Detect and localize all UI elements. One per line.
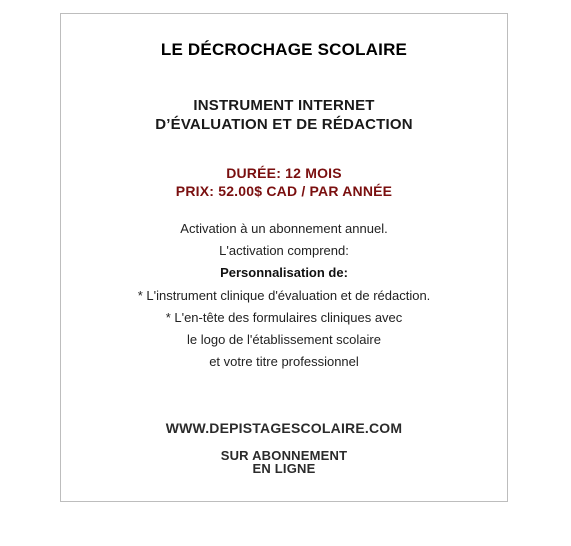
website-text: WWW.DEPISTAGESCOLAIRE.COM xyxy=(165,420,403,436)
body-line-personalization: Personnalisation de: xyxy=(220,265,348,280)
page-title: LE DÉCROCHAGE SCOLAIRE xyxy=(160,40,408,59)
subscribe-line-2: EN LIGNE xyxy=(252,461,316,476)
body-line-activation: Activation à un abonnement annuel. xyxy=(180,221,388,236)
body-line-instrument: * L'instrument clinique d'évaluation et de rédaction. xyxy=(137,288,431,303)
info-card xyxy=(60,13,508,502)
body-line-includes: L'activation comprend: xyxy=(219,243,349,258)
duration-text: DURÉE: 12 MOIS xyxy=(226,165,342,181)
subtitle-line-1: INSTRUMENT INTERNET xyxy=(193,97,375,114)
price-text: PRIX: 52.00$ CAD / PAR ANNÉE xyxy=(175,183,393,199)
body-line-header: * L'en-tête des formulaires cliniques avec xyxy=(165,310,403,325)
subscribe-line-1: SUR ABONNEMENT xyxy=(220,448,348,463)
subtitle-line-2: D’ÉVALUATION ET DE RÉDACTION xyxy=(155,116,413,133)
body-line-logo: le logo de l'établissement scolaire xyxy=(187,332,381,347)
body-line-title: et votre titre professionnel xyxy=(209,354,359,369)
